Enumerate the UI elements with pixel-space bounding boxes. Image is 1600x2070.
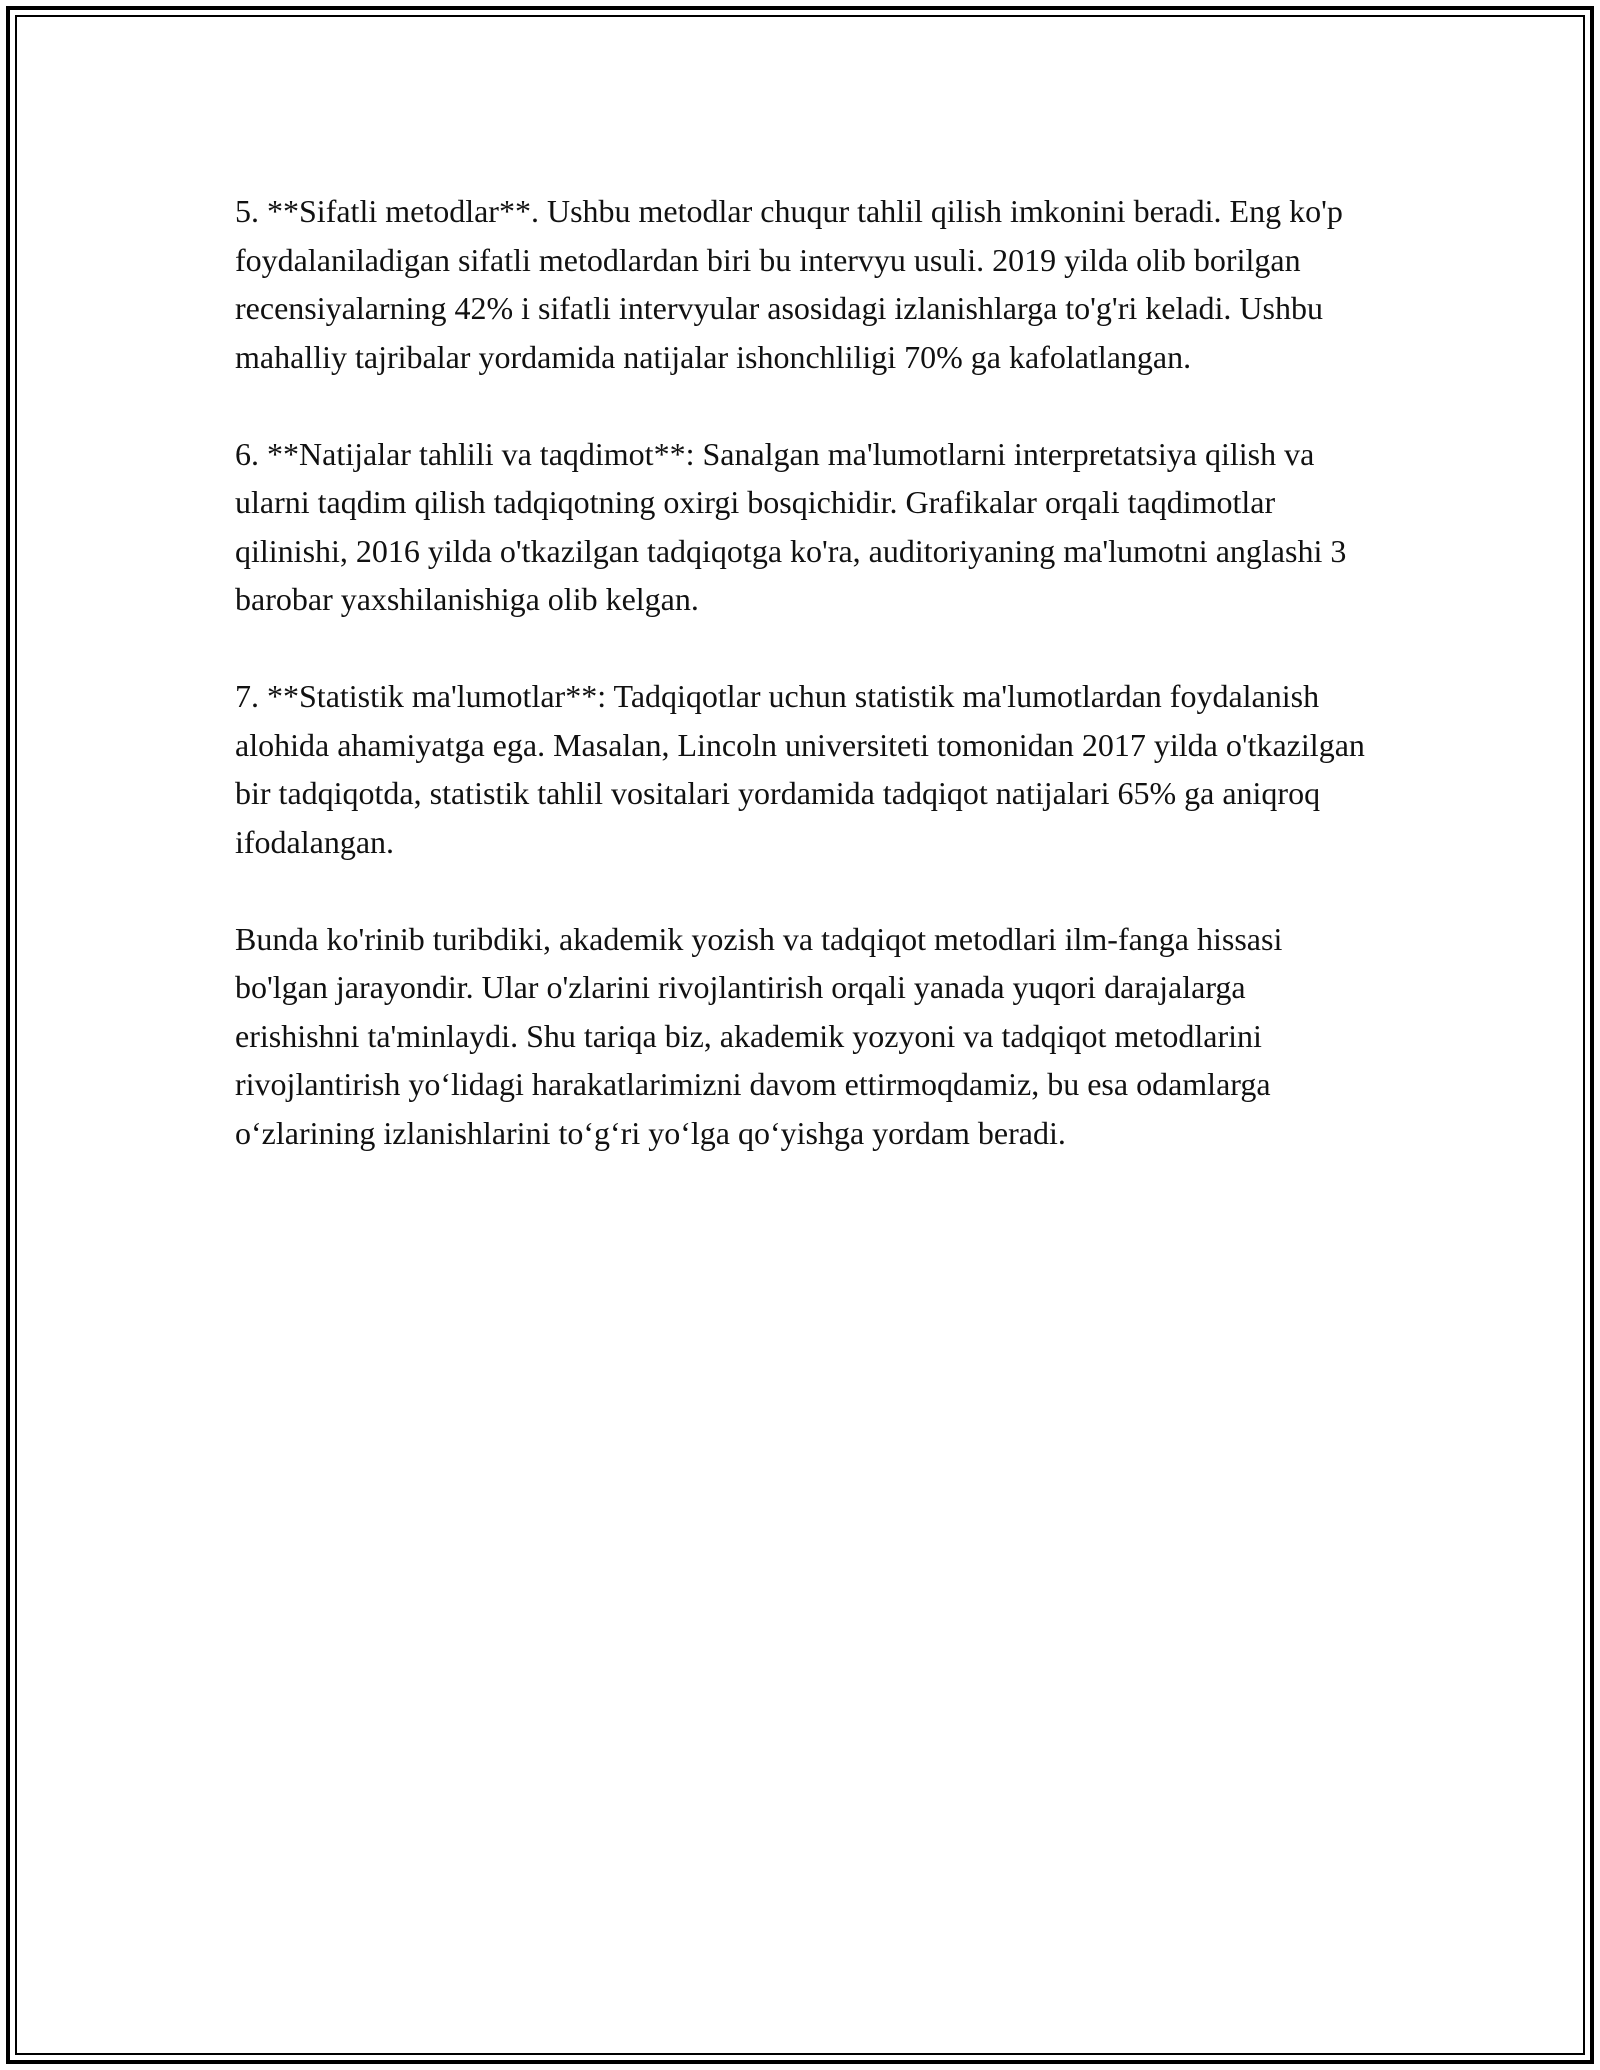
paragraph-qualitative-methods: 5. **Sifatli metodlar**. Ushbu metodlar chuqur tahlil qilish imkonini beradi. Eng ko'p foydalaniladigan sifatli metodlardan biri bu intervyu usuli. 2019 yilda olib borilgan recensiyalarning 42% i sifatli intervyular asosidagi izlanishlarga to'g'ri keladi. Ushbu mahalliy tajribalar yordamida natijalar ishonchliligi 70% ga kafolatlangan. xyxy=(235,193,1343,375)
document-body xyxy=(235,187,1375,1206)
paragraph-conclusion: Bunda ko'rinib turibdiki, akademik yozish va tadqiqot metodlari ilm-fanga hissasi bo'lgan jarayondir. Ular o'zlarini rivojlantirish orqali yanada yuqori darajalarga erishishni ta'minlaydi. Shu tariqa biz, akademik yozyoni va tadqiqot metodlarini rivojlantirish yo‘lidagi harakatlarimizni davom ettirmoqdamiz, bu esa odamlarga o‘zlarining izlanishlarini to‘g‘ri yo‘lga qo‘yishga yordam beradi. xyxy=(235,920,1283,1151)
paragraph-statistical-data: 7. **Statistik ma'lumotlar**: Tadqiqotlar uchun statistik ma'lumotlardan foydalanish alohida ahamiyatga ega. Masalan, Lincoln universiteti tomonidan 2017 yilda o'tkazilgan bir tadqiqotda, statistik tahlil vositalari yordamida tadqiqot natijalari 65% ga aniqroq ifodalangan. xyxy=(235,678,1365,860)
paragraph-results-analysis: 6. **Natijalar tahlili va taqdimot**: Sanalgan ma'lumotlarni interpretatsiya qilish va ularni taqdim qilish tadqiqotning oxirgi bosqichidir. Grafikalar orqali taqdimotlar qilinishi, 2016 yilda o'tkazilgan tadqiqotga ko'ra, auditoriyaning ma'lumotni anglashi 3 barobar yaxshilanishiga olib kelgan. xyxy=(235,435,1347,617)
